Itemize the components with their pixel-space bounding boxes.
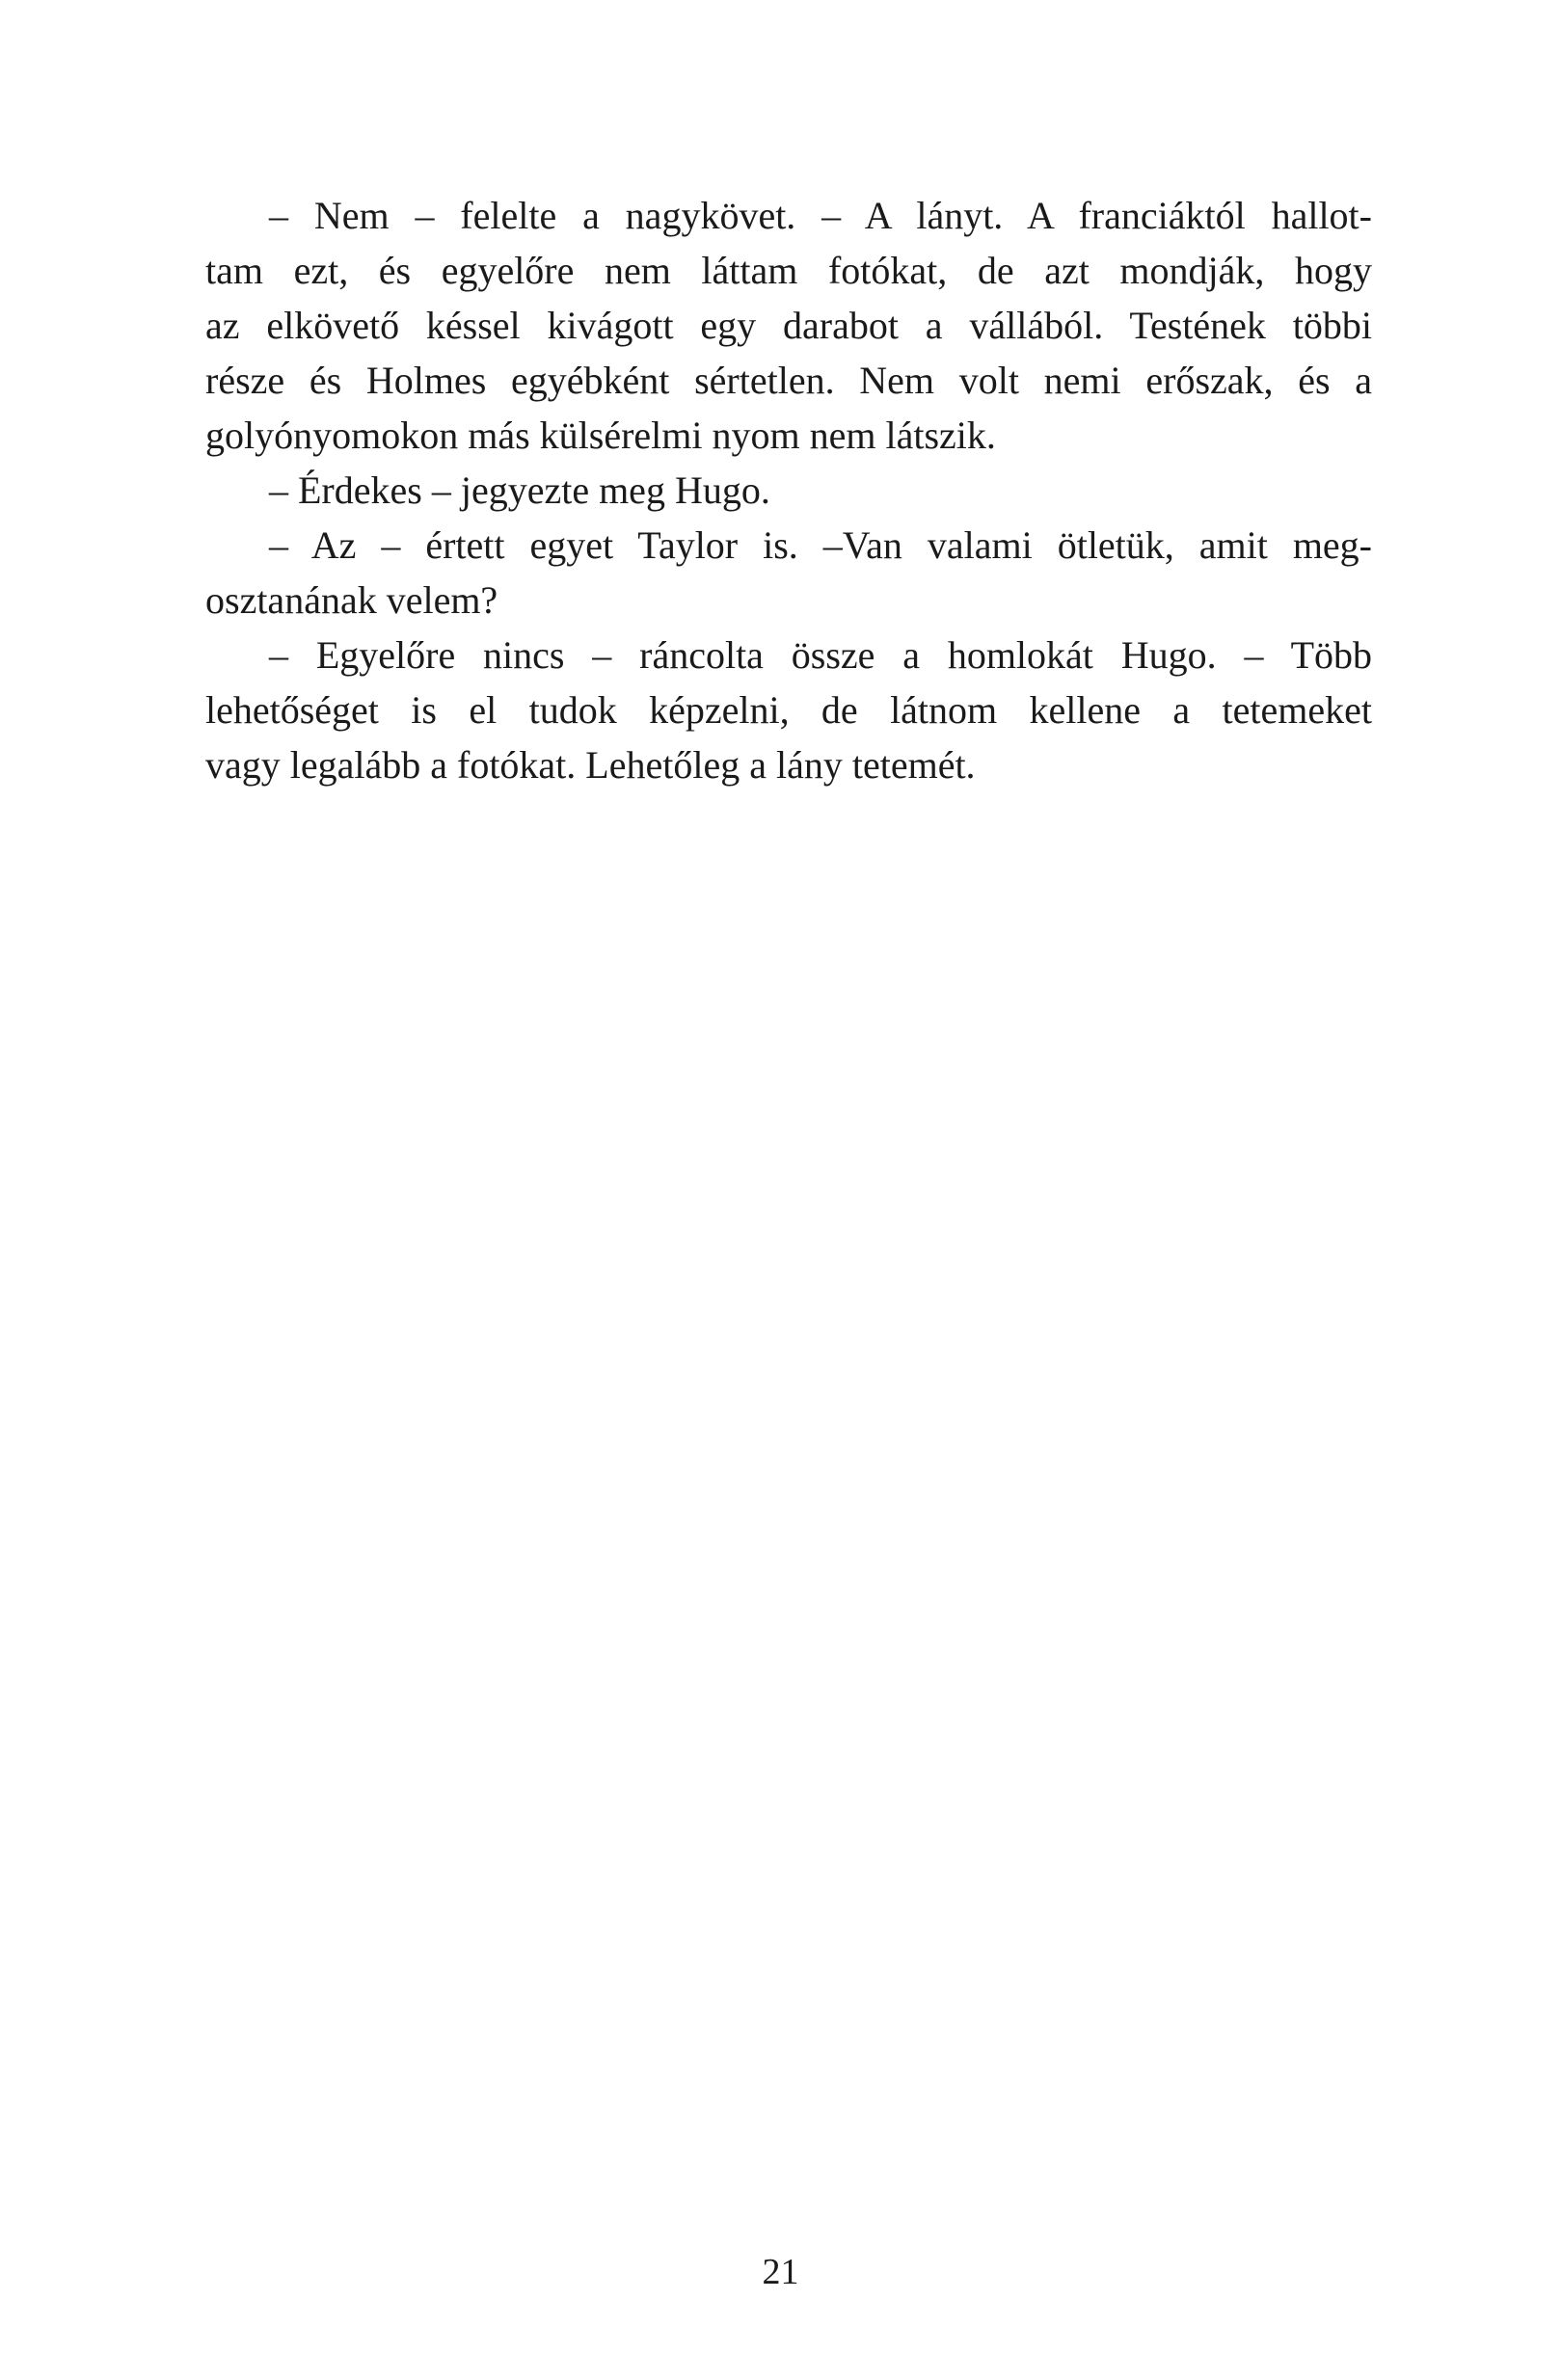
text-line: – Érdekes – jegyezte meg Hugo. <box>269 468 770 512</box>
text-line: golyónyomokon más külsérelmi nyom nem látszik. <box>205 414 996 457</box>
text-line: osztanának velem? <box>205 578 498 622</box>
text-line: – Nem – felelte a nagykövet. – A lányt. A franciáktól hallot- <box>269 194 1372 237</box>
text-line: lehetőséget is el tudok képzelni, de látnom kellene a tetemeket <box>205 688 1372 732</box>
page-number: 21 <box>762 2252 799 2292</box>
text-line: – Egyelőre nincs – ráncolta össze a homlokát Hugo. – Több <box>269 633 1372 677</box>
text-line: – Az – értett egyet Taylor is. –Van valami ötletük, amit meg- <box>269 523 1372 567</box>
text-line: része és Holmes egyébként sértetlen. Nem volt nemi erőszak, és a <box>205 359 1372 402</box>
text-line: tam ezt, és egyelőre nem láttam fotókat, de azt mondják, hogy <box>205 249 1372 292</box>
text-line: vagy legalább a fotókat. Lehetőleg a lány tetemét. <box>205 743 976 787</box>
text-line: az elkövető késsel kivágott egy darabot a vállából. Testének többi <box>205 304 1372 347</box>
body-text <box>205 188 1372 792</box>
